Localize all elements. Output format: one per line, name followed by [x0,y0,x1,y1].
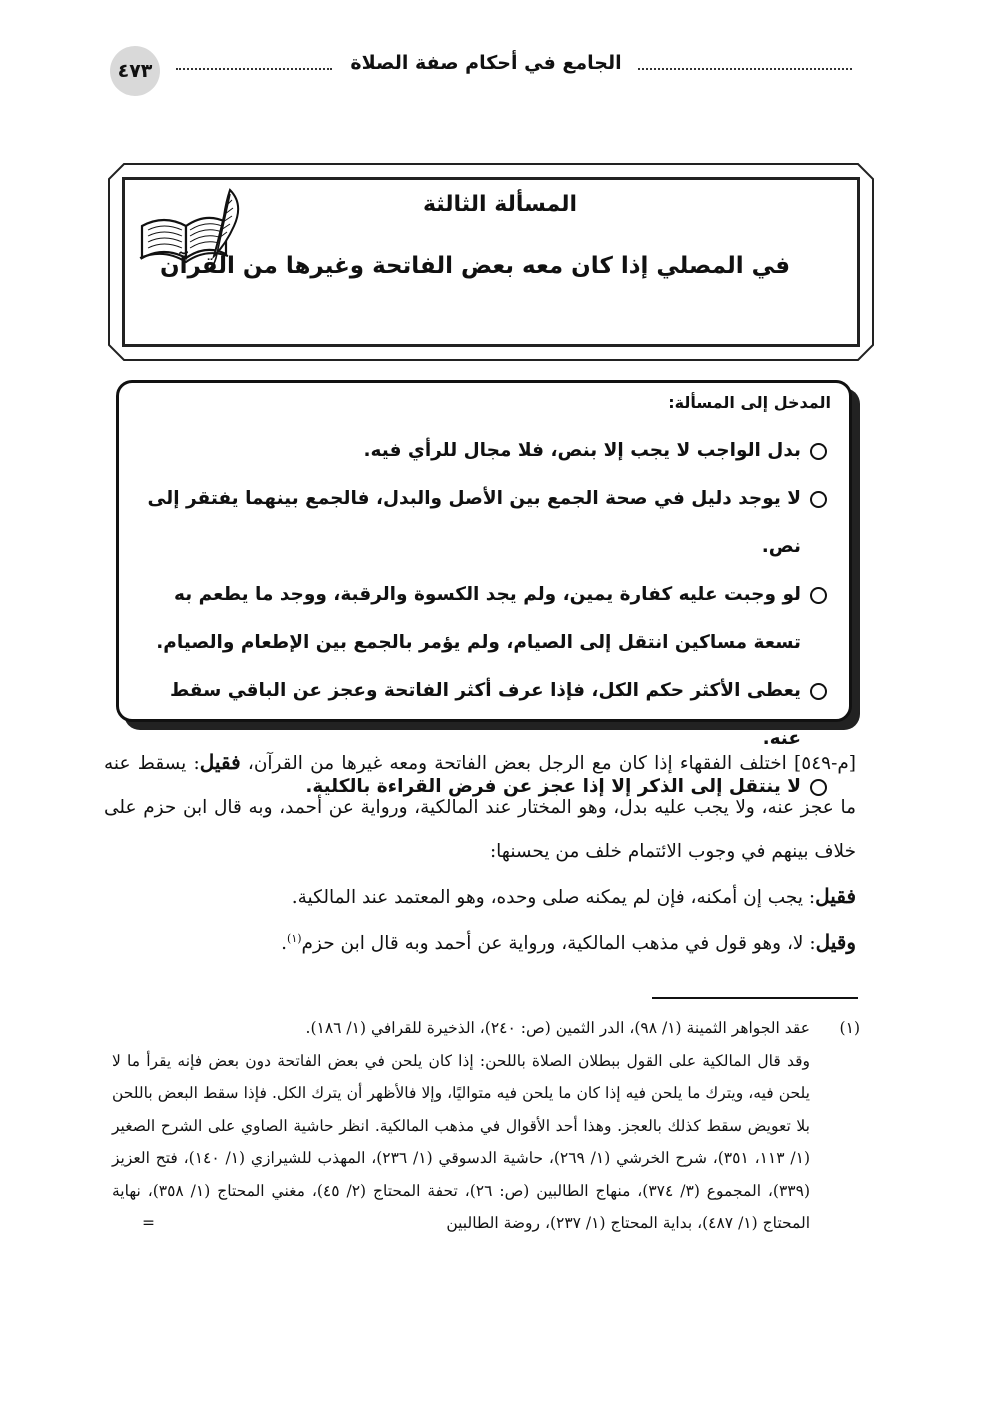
book-title: الجامع في أحكام صفة الصلاة [350,52,622,74]
body-text-run: : لا، وهو قول في مذهب المالكية، ورواية عن أحمد وبه قال ابن حزم [301,933,816,954]
body-paragraph [104,920,856,966]
circle-bullet-icon [810,587,827,604]
footnote [112,1012,860,1240]
intro-item [131,427,827,475]
footnote-body [112,1012,810,1240]
footnote-line: وقد قال المالكية على القول ببطلان الصلاة باللحن: إذا كان يلحن في بعض الفاتحة دون بعض فإنه يقرأ ما لا يلحن فيه، ويترك ما يلحن فيه إذا كان ما يلحن فيه متواليًا، وإلا فالأظهر أن يترك الكل. فإذا سقط البعض باللحن بلا تعويض سقط كذلك بالعجز. وهذا أحد الأقوال في مذهب المالكية. انظر حاشية الصاوي على الشرح الصغير (١/ ١١٣، ٣٥١)، شرح الخرشي (١/ ٢٦٩)، حاشية الدسوقي (١/ ٢٣٦)، المهذب للشيرازي (١/ ١٤٠)، فتح العزيز (٣٣٩)، المجموع (٣/ ٣٧٤)، منهاج الطالبين (ص: ٢٦)، تحفة المحتاج (٢/ ٤٥)، مغني المحتاج (١/ ٣٥٨)، نهاية المحتاج (١/ ٤٨٧)، بداية المحتاج (١/ ٢٣٧)، روضة الطالبين [112,1051,811,1232]
footnote-separator [652,997,858,999]
body-text-run: . [281,933,288,954]
circle-bullet-icon [810,491,827,508]
circle-bullet-icon [810,683,827,700]
intro-item [131,571,827,667]
chapter-title: المسألة الثالثة [422,192,578,217]
footnotes [112,1012,860,1240]
footnote-paragraph [112,1045,810,1240]
footnote-continuation-mark: = [142,1214,155,1232]
body-lead-word: وقيل [815,930,856,954]
body-paragraph [104,874,856,920]
intro-item-text: لا ينتقل إلى الذكر إلا إذا عجز عن فرض القراءة بالكلية. [305,776,801,797]
running-header [110,44,852,98]
intro-heading: المدخل إلى المسألة: [668,393,831,412]
page-number: ٤٧٣ [110,46,160,96]
intro-item [131,475,827,571]
intro-item-text: لا يوجد دليل في صحة الجمع بين الأصل والبدل، فالجمع بينهما يفتقر إلى نص. [147,488,801,557]
intro-item-text: بدل الواجب لا يجب إلا بنص، فلا مجال للرأي فيه. [363,440,801,461]
body-text [104,740,856,966]
header-dotted-rule-right [638,68,852,70]
body-text-run: : يسقط عنه ما عجز عنه، ولا يجب عليه بدل، وهو المختار عند المالكية، ورواية عن أحمد، وبه قال ابن حزم على خلاف بينهم في وجوب الائتمام خلف من يحسنها: [104,753,856,862]
body-paragraph [104,740,856,874]
footnote-number: (١) [839,1019,860,1037]
footnote-line: عقد الجواهر الثمينة (١/ ٩٨)، الدر الثمين (ص: ٢٤٠)، الذخيرة للقرافي (١/ ١٨٦). [305,1019,810,1037]
intro-item-text: يعطى الأكثر حكم الكل، فإذا عرف أكثر الفاتحة وعجز عن الباقي سقط عنه. [169,680,801,749]
circle-bullet-icon [810,443,827,460]
header-dotted-rule-left [176,68,332,70]
body-text-run: : يجب إن أمكنه، فإن لم يمكنه صلى وحده، وهو المعتمد عند المالكية. [291,887,816,908]
body-lead-word: فقيل [815,884,856,908]
chapter-subtitle: في المصلي إذا كان معه بعض الفاتحة وغيرها من القرآن [159,253,790,279]
footnote-reference[interactable]: (١) [287,931,302,945]
intro-item-text: لو وجبت عليه كفارة يمين، ولم يجد الكسوة والرقبة، ووجد ما يطعم به تسعة مساكين انتقل إلى الصيام، ولم يؤمر بالجمع بين الإطعام والصيام. [156,584,801,653]
body-text-run: [م-٥٤٩] اختلف الفقهاء إذا كان مع الرجل بعض الفاتحة ومعه غيرها من القرآن، [247,753,857,774]
body-lead-word: فقيل [199,750,241,774]
